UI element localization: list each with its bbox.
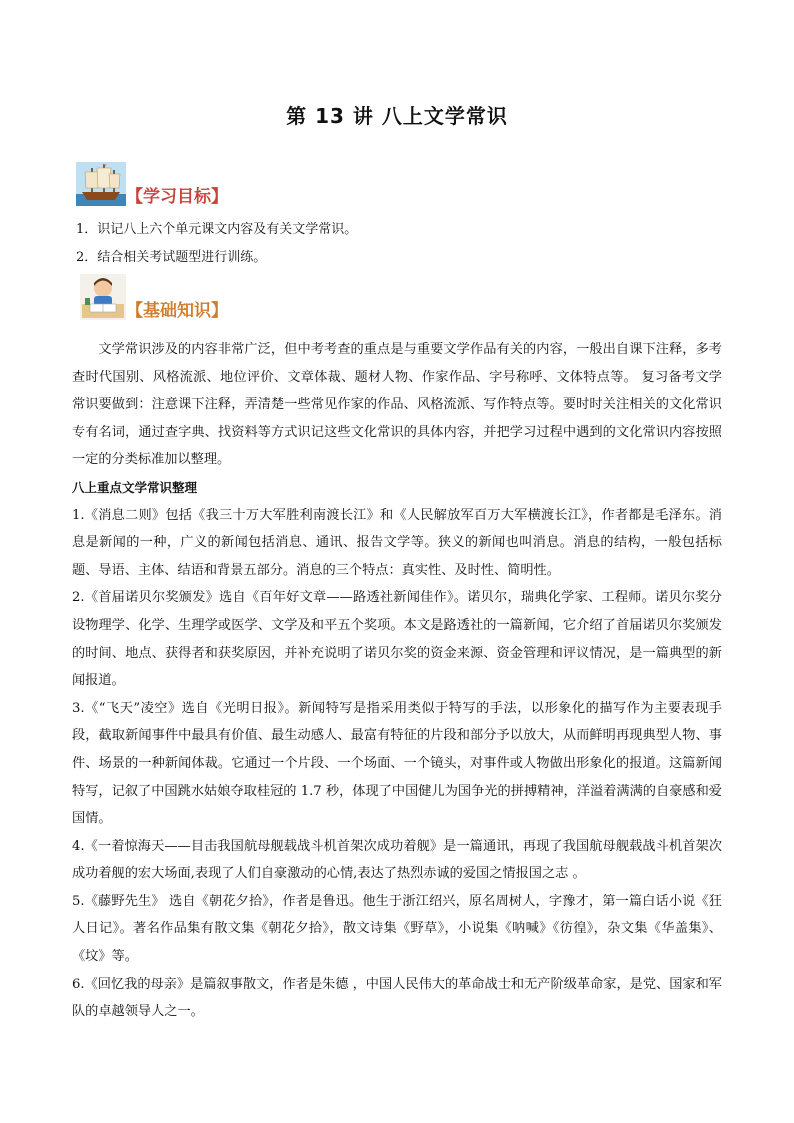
knowledge-item: 1.《消息二则》包括《我三十万大军胜利南渡长江》和《人民解放军百万大军横渡长江》，作者都是毛泽东。消息是新闻的一种，广义的新闻包括消息、通讯、报告文学等。狭义的新闻也叫消息。消息的结构，一般包括标题、导语、主体、结语和背景五部分。消息的三个特点：真实性、及时性、简明性。 <box>72 507 722 578</box>
knowledge-item: 6.《回忆我的母亲》是篇叙事散文，作者是朱德 ，中国人民伟大的革命战士和无产阶级革命家，是党、国家和军队的卓越领导人之一。 <box>72 976 722 1020</box>
boy-reading-icon <box>80 274 126 320</box>
subheading: 八上重点文学常识整理 <box>72 479 198 495</box>
section-label-goals: 【学习目标】 <box>126 187 228 207</box>
section-label-basics: 【基础知识】 <box>126 301 228 321</box>
intro-paragraph: 文学常识涉及的内容非常广泛，但中考考查的重点是与重要文学作品有关的内容，一般出自课下注释，多考查时代国别、风格流派、地位评价、文章体裁、题材人物、作家作品、字号称呼、文体特点等。 复习备考文学常识要做到：注意课下注释，弄清楚一些常见作家的作品、风格流派、写作特点等。要时时关注相关的文化常识专有名词，通过查字典、找资料等方式识记这些文化常识的具体内容，并把学习过程中遇到的文化常识内容按照一定的分类标准加以整理。 <box>72 342 722 468</box>
main-content <box>72 336 722 1026</box>
knowledge-item: 5.《藤野先生》 选自《朝花夕拾》，作者是鲁迅。他生于浙江绍兴，原名周树人，字豫才，第一篇白话小说《狂人日记》。著名作品集有散文集《朝花夕拾》，散文诗集《野草》，小说集《呐喊》《彷徨》，杂文集《华盖集》、《坟》等。 <box>72 893 722 965</box>
knowledge-item: 2.《首届诺贝尔奖颁发》选自《百年好文章——路透社新闻佳作》。诺贝尔，瑞典化学家、工程师。诺贝尔奖分设物理学、化学、生理学或医学、文学及和平五个奖项。本文是路透社的一篇新闻，它介绍了首届诺贝尔奖颁发的时间、地点、获得者和获奖原因，并补充说明了诺贝尔奖的资金来源、资金管理和评议情况，是一篇典型的新闻报道。 <box>72 590 722 689</box>
page-title: 第 13 讲 八上文学常识 <box>286 104 508 128</box>
ship-icon <box>76 162 126 206</box>
section-heading-goals <box>76 162 228 206</box>
goals-list <box>76 216 726 272</box>
section-heading-basics <box>80 274 228 320</box>
knowledge-item: 4.《一着惊海天——目击我国航母舰载战斗机首架次成功着舰》是一篇通讯，再现了我国航母舰载战斗机首架次成功着舰的宏大场面,表现了人们自豪激动的心情,表达了热烈赤诚的爱国之情报国之志 。 <box>72 838 722 882</box>
goal-item: 1．识记八上六个单元课文内容及有关文学常识。 <box>76 222 358 237</box>
goal-item: 2．结合相关考试题型进行训练。 <box>76 250 267 265</box>
knowledge-item: 3.《“飞天”凌空》选自《光明日报》。新闻特写是指采用类似于特写的手法，以形象化的描写作为主要表现手段，截取新闻事件中最具有价值、最生动感人、最富有特征的片段和部分予以放大，从而鲜明再现典型人物、事件、场景的一种新闻体裁。它通过一个片段、一个场面、一个镜头，对事件或人物做出形象化的报道。这篇新闻特写，记叙了中国跳水姑娘夺取桂冠的 1.7 秒，体现了中国健儿为国争光的拼搏精神，洋溢着满满的自豪感和爱国情。 <box>72 700 722 827</box>
